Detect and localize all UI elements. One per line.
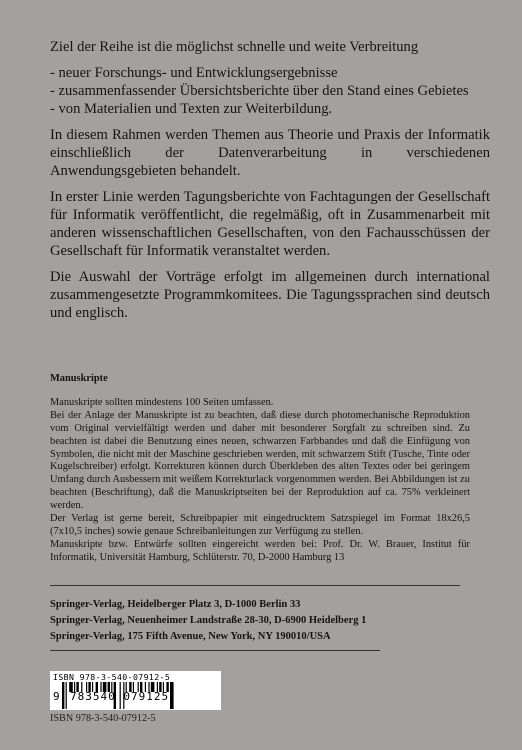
intro-list-item: - zusammenfassender Übersichtsberichte über den Stand eines Gebietes <box>50 83 469 99</box>
publisher-address: Springer-Verlag, Neuenheimer Landstraße 28-30, D-6900 Heidelberg 1 <box>50 615 367 626</box>
intro-lead: Ziel der Reihe ist die möglichst schnelle und weite Verbreitung <box>50 39 419 55</box>
manuscripts-paragraph: Manuskripte bzw. Entwürfe sollten eingereicht werden bei: Prof. Dr. W. Brauer, Institut für Informatik, Universität Hamburg, Schlüterstr. 70, D-2000 Hamburg 13 <box>50 538 470 563</box>
intro-paragraph-themes: In diesem Rahmen werden Themen aus Theorie und Praxis der Informatik einschließlich der Datenverarbeitung in verschiedenen Anwendungsgebieten behandelt. <box>50 127 490 179</box>
intro-list-item: - von Materialien und Texten zur Weiterbildung. <box>50 101 333 117</box>
publisher-address: Springer-Verlag, 175 Fifth Avenue, New York, NY 190010/USA <box>50 631 331 642</box>
intro-paragraph-selection: Die Auswahl der Vorträge erfolgt im allgemeinen durch international zusammengesetzte Programmkomitees. Die Tagungssprachen sind deutsch und englisch. <box>50 269 490 321</box>
divider-rule <box>50 585 460 586</box>
manuscripts-paragraph: Der Verlag ist gerne bereit, Schreibpapier mit eingedrucktem Satzspiegel im Format 18x26,5 (7x10,5 inches) sowie genaue Schreibanleitungen zur Verfügung zu stellen. <box>50 513 470 537</box>
barcode-isbn-text: ISBN 978-3-540-07912-5 <box>53 672 171 682</box>
manuscripts-paragraph: Bei der Anlage der Manuskripte ist zu beachten, daß diese durch photomechanische Reproduktion vom Original vervielfältigt werden und daher mit besonderer Sorgfalt zu schreiben sind. Zu beachten ist dabei die Benutzung eines neuen, schwarzen Farbbandes und daß die Einfügung von Symbolen, die nicht mit der Maschine geschrieben werden, mit schwarzem Stift (Tusche, Tinte oder Kugelschreiber) erfolgt. Korrekturen können durch Überkleben des alten Textes oder bei geringem Umfang durch Ausbessern mit weißem Korrekturlack vorgenommen werden. Bei Abbildungen ist zu beachten (Beschriftung), daß die Manuskriptseiten bei der Reproduktion auf ca. 75% verkleinert werden. <box>50 409 470 512</box>
isbn-text: ISBN 978-3-540-07912-5 <box>50 713 156 724</box>
manuscripts-paragraph: Manuskripte sollten mindestens 100 Seiten umfassen. <box>50 396 274 408</box>
publisher-addresses <box>50 597 470 645</box>
barcode-bar <box>62 682 64 709</box>
divider-rule <box>50 650 380 651</box>
publisher-address: Springer-Verlag, Heidelberger Platz 3, D-1000 Berlin 33 <box>50 599 301 610</box>
intro-list-item: - neuer Forschungs- und Entwicklungsergebnisse <box>50 65 338 81</box>
manuscripts-heading: Manuskripte <box>50 373 108 384</box>
intro-paragraph-proceedings: In erster Linie werden Tagungsberichte von Fachtagungen der Gesellschaft für Informatik veröffentlicht, die regelmäßig, oft in Zusammenarbeit mit anderen wissenschaftlichen Gesellschaften, von den Fachausschüssen der Gesellschaft für Informatik veranstaltet werden. <box>50 189 490 259</box>
manuscripts-section <box>50 373 470 565</box>
series-description <box>50 38 490 330</box>
barcode-ean-first-digit: 9 <box>53 690 60 703</box>
barcode-ean-digits: 783540 079125 <box>70 690 170 703</box>
barcode-bar <box>66 682 67 709</box>
intro-list <box>50 64 490 118</box>
isbn-barcode <box>50 671 221 710</box>
